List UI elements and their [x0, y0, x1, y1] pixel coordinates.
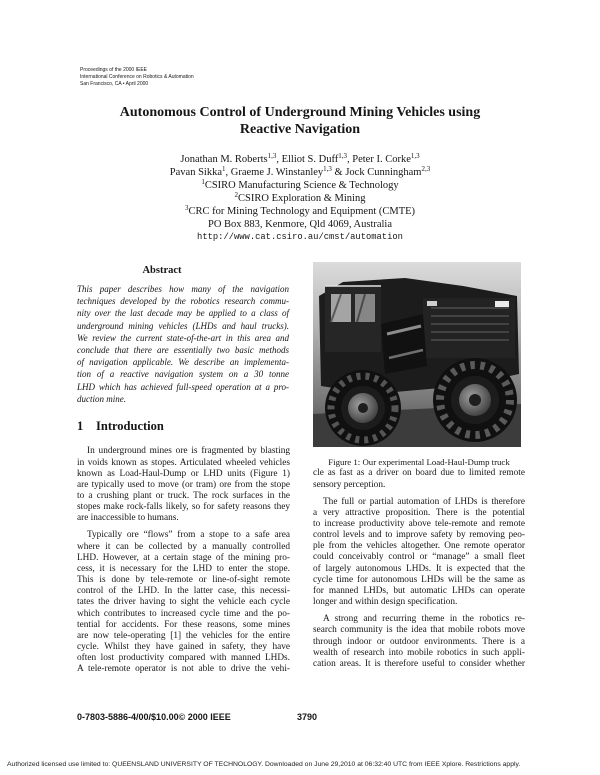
- boom-arm: [381, 314, 427, 374]
- author-name: Peter I. Corke: [352, 153, 411, 165]
- paragraph: [313, 497, 525, 609]
- text-line: tential for accidents. For these reasons, some mines: [77, 619, 290, 630]
- author-separator: ,: [225, 166, 231, 178]
- affiliation-name: CRC for Mining Technology and Equipment (CMTE): [188, 205, 416, 217]
- affiliation-line: [40, 192, 560, 205]
- engine-housing: [423, 298, 515, 358]
- text-line: In underground mines ore is fragmented by blasting: [87, 446, 290, 457]
- text-line: cation areas. It is therefore useful to consider whether: [313, 658, 525, 669]
- front-tire: [325, 370, 401, 446]
- text-line: The full or partial automation of LHDs is therefore: [323, 496, 525, 507]
- postal-address: PO Box 883, Kenmore, Qld 4069, Australia: [207, 218, 393, 230]
- text-line: techniques developed by the robotics research commu-: [77, 296, 289, 307]
- text-line: of largely autonomous LHDs. It is expected that the: [313, 563, 525, 574]
- text-line: cycle time for autonomous LHDs will be the same as: [313, 574, 525, 585]
- text-line: wealth of research into mobile robotics in such appli-: [313, 647, 525, 658]
- text-line: conclude that there are essentially two basic methods: [77, 344, 289, 355]
- author-line: [40, 153, 560, 166]
- affiliation-line: [40, 205, 560, 218]
- text-line: are typically used to move (or tram) ore from the stope: [77, 479, 290, 490]
- affiliation-mark: 2: [234, 191, 239, 199]
- author-separator: ,: [276, 153, 282, 165]
- page-number: 3790: [297, 712, 318, 722]
- figure-caption: Figure 1: Our experimental Load-Haul-Dump truck: [328, 457, 510, 467]
- text-line: could conceivably control or “manage” a small fleet: [313, 552, 525, 563]
- website-url: http://www.cat.csiro.au/cmst/automation: [197, 231, 403, 242]
- abstract-text: [77, 283, 289, 405]
- text-line: Typically ore “flows” from a stope to a safe area: [87, 530, 290, 541]
- rear-tire: [433, 358, 517, 442]
- paper-title: [40, 104, 560, 138]
- text-line: ple from the vehicles altogether. One remote operator: [313, 541, 525, 552]
- text-line: a very attractive proposition. There is the potential: [313, 507, 525, 518]
- affiliation-mark: 1,3: [323, 165, 332, 173]
- author-separator: ,: [347, 153, 353, 165]
- affiliation-line: [40, 179, 560, 192]
- paragraph: [77, 530, 290, 675]
- text-line: tion of a reactive navigation system on a 30 tonne: [77, 369, 289, 380]
- proceedings-header: [80, 67, 194, 88]
- cab-window: [331, 294, 351, 322]
- text-line: to a crushing plant or truck. The rock surfaces in the: [77, 491, 290, 502]
- author-name: Jock Cunningham: [345, 166, 422, 178]
- text-line: LHD. However, at a certain stage of the mining pro-: [77, 552, 290, 563]
- left-column-text: [77, 446, 290, 675]
- author-name: Jonathan M. Roberts: [180, 153, 268, 165]
- affiliation-name: CSIRO Exploration & Mining: [238, 192, 366, 204]
- text-line: control of the LHD. In the latter case, this necessi-: [77, 586, 290, 597]
- text-line: A tele-remote operator is not able to drive the vehi-: [77, 664, 290, 675]
- author-block: [40, 153, 560, 244]
- text-line: are inaccessible to humans.: [77, 513, 179, 524]
- text-line: cle as fast as a driver on board due to limited remote: [313, 468, 525, 479]
- text-line: nity over the last decade may be applied to a class of: [77, 308, 289, 319]
- text-line: control levels and to improve safety by removing peo-: [313, 530, 525, 541]
- text-line: This is done by tele-remote or line-of-sight remote: [77, 575, 290, 586]
- wheel-axle: [358, 403, 368, 413]
- text-line: where it can be collected by a manually controlled: [77, 541, 290, 552]
- text-line: which contributes to increased cycle time and the po-: [77, 608, 290, 619]
- affiliation-mark: 1,3: [410, 152, 420, 160]
- author-name: Pavan Sikka: [169, 166, 222, 178]
- section-number: 1: [77, 419, 84, 433]
- text-line: A strong and recurring theme in the robotics re-: [323, 614, 525, 625]
- title-line: Reactive Navigation: [239, 122, 361, 137]
- wheel-axle: [469, 394, 481, 406]
- paragraph: [77, 283, 289, 405]
- header-line: San Francisco, CA • April 2000: [80, 81, 149, 87]
- operator-cab: [325, 286, 381, 352]
- abstract-heading: Abstract: [142, 265, 182, 276]
- affiliation-mark: 1,3: [267, 152, 277, 160]
- text-line: tates the driver having to sight the vehicle each cycle: [77, 597, 290, 608]
- paragraph: [313, 614, 525, 670]
- work-light: [427, 301, 437, 306]
- text-line: underground mining vehicles (LHDs and haul trucks).: [77, 320, 289, 331]
- text-line: often lost productivity compared with manned LHDs.: [77, 653, 290, 664]
- affiliation-mark: 1,3: [338, 152, 348, 160]
- affiliation-mark: 3: [184, 204, 189, 212]
- section-title: Introduction: [96, 419, 164, 433]
- text-line: to increase productivity above tele-remote and remote: [313, 519, 525, 530]
- header-line: Proceedings of the 2000 IEEE: [80, 67, 147, 73]
- author-name: Elliot S. Duff: [281, 153, 339, 165]
- text-line: of navigation applicable. We describe an implementa-: [77, 357, 289, 368]
- text-line: duction mine.: [77, 393, 126, 404]
- author-separator: &: [331, 166, 346, 178]
- author-line: [40, 166, 560, 179]
- affiliation-mark: 1: [222, 165, 226, 173]
- copyright-line: 0-7803-5886-4/00/$10.00© 2000 IEEE: [77, 712, 231, 722]
- text-line: cess, it is necessary for the LHD to enter the stope.: [77, 563, 290, 574]
- text-line: are now tele-operating [1] the vehicles for the entire: [77, 630, 290, 641]
- text-line: We review the current state-of-the-art in this area and: [77, 332, 289, 343]
- section-heading: [77, 419, 164, 433]
- affiliation-mark: 2,3: [421, 165, 431, 173]
- text-line: in voids known as stopes. Articulated wheeled vehicles: [77, 457, 290, 468]
- paragraph: [313, 468, 525, 490]
- author-name: Graeme J. Winstanley: [230, 166, 324, 178]
- text-line: through indoor or outdoor environments. There is a: [313, 636, 525, 647]
- text-line: This paper describes how many of the navigation: [77, 283, 289, 294]
- text-line: cycle. Whilst they have gained in safety, they have: [77, 642, 290, 653]
- text-line: sensory perception.: [313, 479, 386, 490]
- text-line: stopes make rock-falls likely, so for safety reasons they: [77, 502, 290, 513]
- text-line: known as Load-Haul-Dump or LHD units (Figure 1): [77, 468, 290, 479]
- lhd-truck-photo: [313, 262, 521, 447]
- work-light: [495, 301, 509, 307]
- text-line: LHD which has achieved full-speed operation at a pro-: [77, 381, 289, 392]
- title-line: Autonomous Control of Underground Mining Vehicles using: [119, 105, 481, 120]
- affiliation-mark: 1: [201, 178, 205, 186]
- paragraph: [77, 446, 290, 524]
- right-column-text: [313, 468, 525, 670]
- license-watermark: Authorized licensed use limited to: QUEENSLAND UNIVERSITY OF TECHNOLOGY. Downloaded on June 29,2010 at 06:32:40 UTC from IEEE Xplore. Restrictions apply.: [7, 761, 521, 768]
- text-line: search community is the idea that mobile robots move: [313, 625, 525, 636]
- text-line: longer and within design specification.: [313, 597, 458, 608]
- header-line: International Conference on Robotics & Automation: [80, 74, 194, 80]
- text-line: for manned LHDs, but automatic LHDs can operate: [313, 585, 525, 596]
- affiliation-name: CSIRO Manufacturing Science & Technology: [204, 179, 399, 191]
